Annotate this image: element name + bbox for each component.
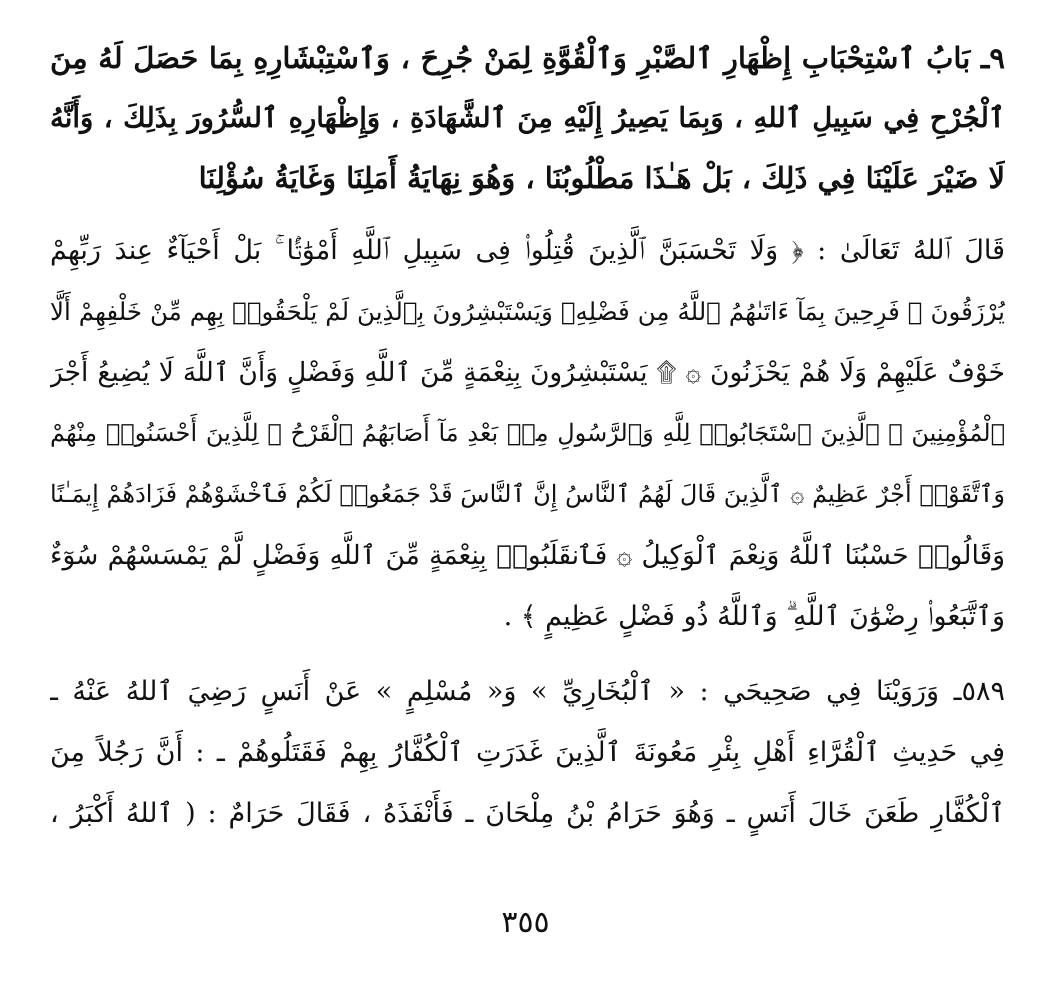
hadith-line: ٥٨٩ـ وَرَوَيْنَا فِي صَحِيحَي : « ٱلْبُخَارِيِّ » وَ« مُسْلِمٍ » عَنْ أَنَسٍ رَضِيَ ٱللهُ عَنْهُ ـ [50,676,1005,707]
hadith-line: فِي حَدِيثِ ٱلْقُرَّاءِ أَهْلِ بِئْرِ مَعُونَةَ ٱلَّذِينَ غَدَرَتِ ٱلْكُفَّارُ بِهِمْ فَقَتَلُوهُمْ ـ : أَنَّ رَجُلاً مِنَ [50,737,1005,768]
quran-quote-paragraph [50,220,1005,647]
quran-line: وَٱتَّقَوْا۟ أَجْرٌ عَظِيمٌ ۞ ٱلَّذِينَ قَالَ لَهُمُ ٱلنَّاسُ إِنَّ ٱلنَّاسَ قَدْ جَمَعُوا۟ لَكُمْ فَٱخْشَوْهُمْ فَزَادَهُمْ إِيمَـٰنًا [50,480,1005,508]
quran-line: وَٱتَّبَعُوا۟ رِضْوَٰنَ ٱللَّهِ ۗ وَٱللَّهُ ذُو فَضْلٍ عَظِيمٍ ﴾ . [503,601,1005,632]
heading-line: لَا ضَيْرَ عَلَيْنَا فِي ذَلِكَ ، بَلْ هَـٰذَا مَطْلُوبُنَا ، وَهُوَ نِهَايَةُ أَمَلِنَا وَغَايَةُ سُؤْلِنَا [198,161,1005,195]
quran-line: وَقَالُوا۟ حَسْبُنَا ٱللَّهُ وَنِعْمَ ٱلْوَكِيلُ ۞ فَٱنقَلَبُوا۟ بِنِعْمَةٍ مِّنَ ٱللَّهِ وَفَضْلٍ لَّمْ يَمْسَسْهُمْ سُوٓءٌ [50,540,1005,571]
quran-line: قَالَ ٱللهُ تَعَالَىٰ : ﴿ وَلَا تَحْسَبَنَّ ٱلَّذِينَ قُتِلُوا۟ فِى سَبِيلِ ٱللَّهِ أَمْوَٰتًۢا ۚ بَلْ أَحْيَآءٌ عِندَ رَبِّهِمْ [50,235,1005,266]
book-page [50,28,1005,968]
page-number: ٣٥٥ [501,905,550,940]
quran-line: يُرْزَقُونَ ۞ فَرِحِينَ بِمَآ ءَاتَىٰهُمُ ٱللَّهُ مِن فَضْلِهِۦ وَيَسْتَبْشِرُونَ بِٱلَّذِينَ لَمْ يَلْحَقُوا۟ بِهِم مِّنْ خَلْفِهِمْ أَلَّا [50,297,1005,326]
chapter-heading [50,28,1005,208]
heading-line: ٱلْجُرْحِ فِي سَبِيلِ ٱللهِ ، وَبِمَا يَصِيرُ إِلَيْهِ مِنَ ٱلشَّهَادَةِ ، وَإِظْهَارِهِ ٱلسُّرُورَ بِذَلِكَ ، وَأَنَّهُ [50,102,1005,134]
hadith-paragraph [50,661,1005,844]
heading-line: ٩ـ بَابُ ٱسْتِحْبَابِ إِظْهَارِ ٱلصَّبْرِ وَٱلْقُوَّةِ لِمَنْ جُرِحَ ، وَٱسْتِبْشَارِهِ بِمَا حَصَلَ لَهُ مِنَ [50,41,1005,75]
quran-line: خَوْفٌ عَلَيْهِمْ وَلَا هُمْ يَحْزَنُونَ ۞ ۩ يَسْتَبْشِرُونَ بِنِعْمَةٍ مِّنَ ٱللَّهِ وَفَضْلٍ وَأَنَّ ٱللَّهَ لَا يُضِيعُ أَجْرَ [50,357,1005,388]
quran-line: ٱلْمُؤْمِنِينَ ۞ ٱلَّذِينَ ٱسْتَجَابُوا۟ لِلَّهِ وَٱلرَّسُولِ مِنۢ بَعْدِ مَآ أَصَابَهُمُ ٱلْقَرْحُ ۚ لِلَّذِينَ أَحْسَنُوا۟ مِنْهُمْ [50,419,1005,447]
hadith-line: ٱلْكُفَّارِ طَعَنَ خَالَ أَنَسٍ ـ وَهُوَ حَرَامُ بْنُ مِلْحَانَ ـ فَأَنْفَذَهُ ، فَقَالَ حَرَامٌ : ( ٱللهُ أَكْبَرُ ، [50,798,1005,829]
